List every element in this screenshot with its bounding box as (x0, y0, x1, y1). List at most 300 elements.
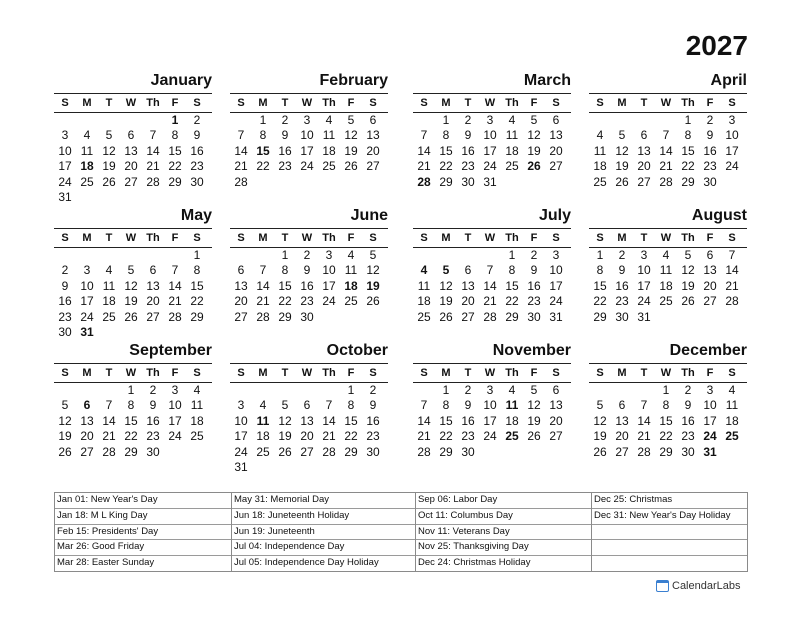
weekday-label: Th (681, 232, 695, 244)
day-cell: 6 (552, 383, 560, 397)
weekday-label: S (193, 367, 201, 379)
month-title: January (150, 72, 212, 89)
week-row (589, 429, 747, 444)
weekday-label: S (552, 97, 560, 109)
weekday-label: Th (146, 97, 160, 109)
day-cell: 4 (508, 113, 516, 127)
day-cell: 27 (300, 444, 314, 459)
day-cell: 15 (659, 413, 673, 428)
day-cell: 2 (618, 248, 626, 262)
day-cell: 20 (703, 278, 717, 293)
day-cell: 22 (278, 294, 292, 309)
day-cell: 6 (237, 263, 245, 278)
day-cell: 24 (637, 294, 651, 309)
day-cell: 17 (168, 413, 182, 428)
weekday-label: W (125, 232, 137, 244)
day-cell: 9 (464, 128, 472, 143)
day-cell: 25 (505, 429, 519, 444)
day-cell: 30 (527, 309, 541, 324)
day-cell: 20 (124, 159, 138, 174)
day-cell: 14 (483, 278, 497, 293)
day-cell: 30 (366, 444, 380, 459)
day-cell: 7 (325, 398, 333, 413)
weekday-label: F (530, 232, 538, 244)
day-cell: 3 (486, 113, 494, 127)
day-cell: 20 (234, 294, 248, 309)
day-cell: 23 (527, 294, 541, 309)
weekday-label: S (596, 232, 604, 244)
day-cell: 4 (347, 248, 355, 262)
day-cell: 23 (146, 429, 160, 444)
day-cell (589, 383, 611, 398)
week-row (589, 310, 747, 325)
day-cell: 1 (171, 113, 179, 127)
day-cell: 13 (703, 263, 717, 278)
day-cell: 31 (234, 459, 248, 474)
day-cell: 22 (681, 159, 695, 174)
day-cell: 14 (637, 413, 651, 428)
weekday-label: S (61, 232, 69, 244)
day-cell: 6 (706, 248, 714, 262)
day-cell: 10 (58, 143, 72, 158)
day-cell: 7 (171, 263, 179, 278)
day-cell: 25 (725, 429, 739, 444)
month-title: December (669, 342, 747, 359)
day-cell (435, 248, 457, 263)
day-cell: 28 (256, 309, 270, 324)
day-cell: 9 (61, 278, 69, 293)
day-cell (721, 310, 743, 325)
weekday-label: F (171, 232, 179, 244)
day-cell: 26 (366, 294, 380, 309)
weekday-header (413, 94, 571, 113)
day-cell: 28 (483, 309, 497, 324)
brand-logo (656, 580, 741, 592)
weekday-header (54, 94, 212, 113)
day-cell: 25 (102, 309, 116, 324)
weekday-label: S (728, 232, 736, 244)
day-cell (362, 310, 384, 325)
weekday-header (54, 229, 212, 248)
day-cell (362, 175, 384, 190)
day-cell: 24 (483, 159, 497, 174)
weekday-label: S (369, 97, 377, 109)
weekday-label: S (237, 232, 245, 244)
weekday-label: T (105, 97, 113, 109)
month-july (413, 205, 571, 325)
day-cell: 13 (80, 413, 94, 428)
day-cell: 22 (168, 159, 182, 174)
day-cell (611, 383, 633, 398)
day-cell: 8 (596, 263, 604, 278)
day-cell: 19 (344, 143, 358, 158)
day-cell: 13 (615, 413, 629, 428)
day-cell: 24 (483, 429, 497, 444)
day-cell: 28 (322, 444, 336, 459)
day-cell: 12 (366, 263, 380, 278)
day-cell: 7 (728, 248, 736, 262)
day-cell: 9 (706, 128, 714, 143)
month-title: May (180, 207, 212, 224)
weekday-label: F (347, 232, 355, 244)
holiday-entry (592, 556, 747, 571)
day-cell: 12 (527, 128, 541, 143)
day-cell: 23 (461, 429, 475, 444)
week-row (230, 159, 388, 174)
day-cell: 28 (146, 174, 160, 189)
day-cell: 7 (105, 398, 113, 413)
day-cell: 5 (61, 398, 69, 413)
day-cell: 3 (640, 248, 648, 262)
holiday-entry: Jul 04: Independence Day (232, 540, 415, 556)
day-cell: 17 (549, 278, 563, 293)
holiday-entry: Mar 28: Easter Sunday (57, 557, 155, 569)
day-cell: 13 (637, 143, 651, 158)
day-cell: 22 (439, 159, 453, 174)
weekday-label: F (171, 97, 179, 109)
day-cell: 13 (549, 128, 563, 143)
day-cell: 11 (80, 143, 94, 158)
weekday-label: S (420, 367, 428, 379)
day-cell (98, 383, 120, 398)
week-row (413, 429, 571, 444)
weekday-label: S (61, 367, 69, 379)
day-cell (589, 113, 611, 128)
day-cell: 3 (706, 383, 714, 397)
week-row (230, 263, 388, 278)
day-cell (340, 310, 362, 325)
day-cell: 29 (593, 309, 607, 324)
day-cell: 22 (439, 429, 453, 444)
holiday-column (55, 493, 231, 571)
weekday-label: F (347, 367, 355, 379)
day-cell (296, 175, 318, 190)
day-cell: 22 (505, 294, 519, 309)
day-cell: 1 (127, 383, 135, 397)
day-cell (274, 460, 296, 475)
day-cell: 23 (190, 159, 204, 174)
day-cell: 6 (83, 398, 91, 413)
day-cell: 29 (124, 444, 138, 459)
day-cell: 5 (105, 128, 113, 143)
month-title: September (129, 342, 212, 359)
month-title: April (710, 72, 747, 89)
day-cell: 10 (80, 278, 94, 293)
day-cell: 20 (461, 294, 475, 309)
day-cell: 15 (190, 278, 204, 293)
day-cell: 15 (278, 278, 292, 293)
day-cell: 1 (259, 113, 267, 127)
day-cell: 10 (168, 398, 182, 413)
weekday-label: F (706, 97, 714, 109)
week-row (54, 414, 212, 429)
day-cell: 24 (234, 444, 248, 459)
day-cell: 11 (417, 278, 431, 293)
weekday-label: F (171, 367, 179, 379)
weekday-label: F (530, 97, 538, 109)
day-cell: 25 (256, 444, 270, 459)
day-cell: 27 (703, 294, 717, 309)
week-row (589, 175, 747, 190)
day-cell (296, 460, 318, 475)
calendar-icon (656, 580, 669, 592)
day-cell: 25 (593, 174, 607, 189)
day-cell: 30 (681, 444, 695, 459)
day-cell (98, 325, 120, 340)
day-cell: 19 (527, 413, 541, 428)
week-row (413, 159, 571, 174)
month-november (413, 340, 571, 460)
day-cell: 30 (703, 174, 717, 189)
day-cell: 21 (146, 159, 160, 174)
day-cell: 18 (659, 278, 673, 293)
week-row (589, 144, 747, 159)
week-row (54, 294, 212, 309)
day-cell: 8 (442, 398, 450, 413)
day-cell: 5 (442, 263, 450, 278)
day-cell: 14 (168, 278, 182, 293)
day-cell: 25 (344, 294, 358, 309)
day-cell: 16 (146, 413, 160, 428)
day-cell: 25 (659, 294, 673, 309)
day-cell: 7 (259, 263, 267, 278)
weekday-header (54, 364, 212, 383)
day-cell (296, 383, 318, 398)
day-cell: 24 (168, 429, 182, 444)
day-cell: 27 (234, 309, 248, 324)
day-cell: 11 (322, 128, 336, 143)
day-cell (76, 190, 98, 205)
day-cell: 12 (124, 278, 138, 293)
holiday-entry: Jun 19: Juneteenth (232, 525, 415, 541)
day-cell (164, 325, 186, 340)
weekday-label: M (441, 367, 451, 379)
day-cell: 16 (366, 413, 380, 428)
weekday-label: T (640, 97, 648, 109)
day-cell: 19 (439, 294, 453, 309)
holiday-list (54, 492, 748, 572)
day-cell: 23 (366, 429, 380, 444)
day-cell: 20 (300, 429, 314, 444)
day-cell: 2 (61, 263, 69, 278)
day-cell (54, 248, 76, 263)
weekday-label: W (301, 232, 313, 244)
week-row (54, 263, 212, 278)
day-cell: 21 (322, 429, 336, 444)
holiday-entry: Dec 31: New Year's Day Holiday (592, 509, 747, 525)
day-cell: 31 (703, 444, 717, 459)
day-cell: 24 (549, 294, 563, 309)
week-row (589, 279, 747, 294)
day-cell: 14 (322, 413, 336, 428)
weekday-label: M (82, 97, 92, 109)
day-cell: 15 (344, 413, 358, 428)
month-title: July (538, 207, 571, 224)
week-row (230, 383, 388, 398)
weekday-label: W (484, 97, 496, 109)
day-cell: 21 (102, 429, 116, 444)
weekday-header (589, 94, 747, 113)
weekday-label: W (660, 97, 672, 109)
day-cell: 18 (190, 413, 204, 428)
month-january (54, 70, 212, 205)
day-cell: 9 (369, 398, 377, 413)
weekday-label: Th (681, 97, 695, 109)
weekday-label: S (552, 367, 560, 379)
day-cell: 11 (593, 143, 607, 158)
day-cell: 29 (344, 444, 358, 459)
week-row (589, 445, 747, 460)
weekday-label: W (301, 97, 313, 109)
week-row (413, 248, 571, 263)
day-cell: 7 (640, 398, 648, 413)
week-row (54, 398, 212, 413)
day-cell: 30 (58, 324, 72, 339)
day-cell: 9 (281, 128, 289, 143)
day-cell: 31 (80, 324, 94, 339)
week-row (413, 128, 571, 143)
day-cell: 9 (684, 398, 692, 413)
day-cell: 13 (234, 278, 248, 293)
weekday-label: T (105, 232, 113, 244)
day-cell: 7 (486, 263, 494, 278)
day-cell: 4 (420, 263, 428, 278)
day-cell: 19 (527, 143, 541, 158)
weekday-label: T (281, 367, 289, 379)
day-cell: 30 (300, 309, 314, 324)
day-cell: 10 (703, 398, 717, 413)
day-cell: 23 (461, 159, 475, 174)
day-cell: 7 (420, 128, 428, 143)
day-cell (545, 175, 567, 190)
day-cell: 15 (256, 143, 270, 158)
week-row (413, 175, 571, 190)
day-cell: 14 (659, 143, 673, 158)
day-cell: 4 (105, 263, 113, 278)
holiday-entry: Sep 06: Labor Day (416, 493, 591, 509)
day-cell: 17 (703, 413, 717, 428)
day-cell: 6 (464, 263, 472, 278)
day-cell: 9 (193, 128, 201, 143)
day-cell (479, 248, 501, 263)
day-cell: 11 (505, 128, 519, 143)
day-cell: 2 (369, 383, 377, 397)
day-cell: 20 (615, 429, 629, 444)
weekday-label: S (728, 97, 736, 109)
weekday-label: Th (322, 367, 336, 379)
day-cell: 26 (124, 309, 138, 324)
day-cell: 16 (278, 143, 292, 158)
day-cell: 10 (322, 263, 336, 278)
weekday-label: T (640, 367, 648, 379)
weekday-label: S (193, 97, 201, 109)
weekday-label: T (105, 367, 113, 379)
day-cell (611, 113, 633, 128)
day-cell: 19 (124, 294, 138, 309)
day-cell: 23 (703, 159, 717, 174)
day-cell: 8 (662, 398, 670, 413)
day-cell: 12 (58, 413, 72, 428)
day-cell: 30 (461, 174, 475, 189)
day-cell (721, 445, 743, 460)
day-cell: 19 (102, 159, 116, 174)
weekday-label: Th (505, 97, 519, 109)
day-cell: 10 (234, 413, 248, 428)
day-cell (142, 113, 164, 128)
weekday-label: M (82, 232, 92, 244)
day-cell: 26 (58, 444, 72, 459)
day-cell: 13 (366, 128, 380, 143)
day-cell: 16 (58, 294, 72, 309)
week-row (230, 460, 388, 475)
day-cell: 13 (146, 278, 160, 293)
weekday-label: Th (322, 97, 336, 109)
day-cell: 15 (681, 143, 695, 158)
day-cell: 9 (618, 263, 626, 278)
weekday-label: S (369, 232, 377, 244)
day-cell (501, 445, 523, 460)
week-row (589, 159, 747, 174)
week-row (54, 190, 212, 205)
day-cell (54, 383, 76, 398)
day-cell: 29 (659, 444, 673, 459)
day-cell: 23 (615, 294, 629, 309)
day-cell: 26 (681, 294, 695, 309)
day-cell: 5 (347, 113, 355, 127)
day-cell: 12 (527, 398, 541, 413)
day-cell: 14 (234, 143, 248, 158)
day-cell: 21 (417, 429, 431, 444)
day-cell: 27 (549, 159, 563, 174)
holiday-entry: Jan 18: M L King Day (55, 509, 231, 525)
weekday-label: F (706, 232, 714, 244)
day-cell: 19 (681, 278, 695, 293)
day-cell: 7 (662, 128, 670, 143)
day-cell: 13 (300, 413, 314, 428)
weekday-label: S (596, 367, 604, 379)
day-cell: 8 (508, 263, 516, 278)
day-cell: 11 (256, 413, 270, 428)
weekday-header (589, 364, 747, 383)
day-cell: 23 (278, 159, 292, 174)
day-cell: 5 (281, 398, 289, 413)
day-cell: 18 (725, 413, 739, 428)
holiday-entry: Jun 18: Juneteenth Holiday (232, 509, 415, 525)
day-cell (457, 248, 479, 263)
day-cell: 3 (552, 248, 560, 262)
week-row (230, 128, 388, 143)
weekday-label: T (464, 367, 472, 379)
weekday-label: S (237, 97, 245, 109)
year-title: 2027 (685, 30, 748, 61)
month-title: October (326, 342, 388, 359)
day-cell (120, 190, 142, 205)
day-cell: 27 (80, 444, 94, 459)
holiday-entry: Jul 05: Independence Day Holiday (234, 557, 379, 569)
day-cell: 21 (659, 159, 673, 174)
weekday-label: S (596, 97, 604, 109)
day-cell: 3 (83, 263, 91, 278)
day-cell: 28 (234, 174, 248, 189)
weekday-label: M (441, 97, 451, 109)
day-cell: 24 (80, 309, 94, 324)
day-cell: 29 (681, 174, 695, 189)
day-cell: 1 (442, 383, 450, 397)
day-cell: 17 (300, 143, 314, 158)
day-cell: 28 (637, 444, 651, 459)
day-cell: 1 (684, 113, 692, 127)
day-cell: 17 (483, 143, 497, 158)
